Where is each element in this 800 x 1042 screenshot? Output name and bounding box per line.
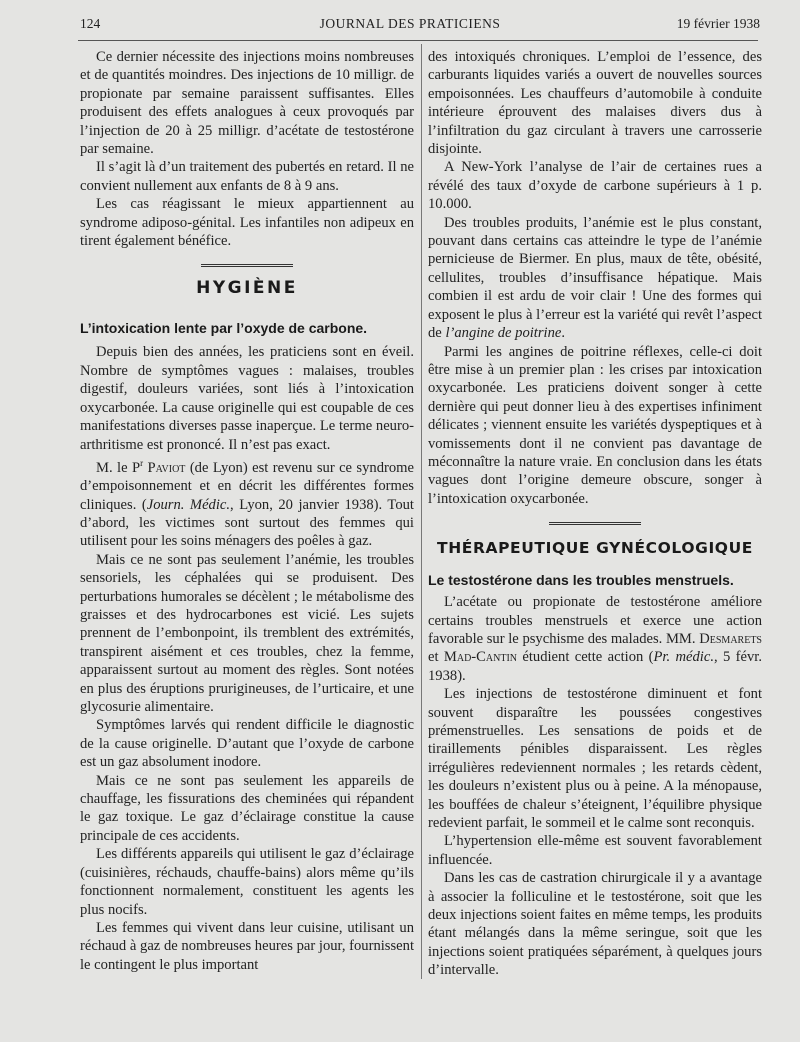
page-number: 124 xyxy=(80,16,101,31)
author-name: Paviot xyxy=(147,459,186,476)
paragraph: M. le $P^r$ Paviot (de Lyon) est revenu sur ce syndrome d’empoisonnement et en décrit les différentes formes cliniques. (Journ. Médic., Lyon, 20 janvier 1938). Tout d’abord, les victimes sont surtout des femmes qui utilisent pour les soins ménagers des poêles à gaz. xyxy=(80,457,414,550)
paragraph: Ce dernier nécessite des injections moins nombreuses et de quantités moindres. Des injections de 10 milligr. de propionate par semaine paraissent suffisantes. Elles produisent des effets analogues à ceux provoqués par l’injection de 20 à 25 milligr. d’acétate de testostérone par semaine. xyxy=(80,49,414,158)
paragraph: Mais ce ne sont pas seulement les appareils de chauffage, les fissurations des cheminées qui répandent le gaz toxique. Le gaz d’éclairage constitue la cause principale de ces accidents. xyxy=(80,772,414,844)
paragraph: Il s’agit là d’un traitement des pubertés en retard. Il ne convient nullement aux enfants de 8 à 9 ans. xyxy=(80,159,414,194)
author-name: Mad-Cantin xyxy=(443,649,518,666)
header-rule xyxy=(78,40,758,41)
left-column xyxy=(80,48,414,974)
source-citation: Journ. Médic. xyxy=(146,496,231,513)
section-separator xyxy=(201,264,293,267)
paragraph: Des troubles produits, l’anémie est le plus constant, pouvant dans certains cas atteindre le type de l’anémie pernicieuse de Biermer. En plus, maux de tête, obésité, cellulites, troubles d’insuffisance hépatique. Mais combien il est ardu de voir clair ! Une des formes qui exposent le plus à l’erreur est la variété qui revêt l’aspect de l’angine de poitrine. xyxy=(428,214,762,342)
page-header xyxy=(60,16,760,38)
author-name: Desmarets xyxy=(699,630,762,647)
paragraph: Symptômes larvés qui rendent difficile le diagnostic de la cause originelle. D’autant que l’oxyde de carbone est un gaz absolument inodore. xyxy=(80,717,414,771)
section-separator xyxy=(549,522,641,525)
paragraph: L’acétate ou propionate de testostérone améliore certains troubles menstruels et exerce une action favorable sur le psychisme des malades. MM. Desmarets et Mad-Cantin étudient cette action (Pr. médic., 5 févr. 1938). xyxy=(428,594,762,684)
paragraph: Dans les cas de castration chirurgicale il y a avantage à associer la folliculine et le testostérone, soit que les deux injections soient faites en même temps, les produits étant mélangés dans la même seringue, soit que les injections soient pratiquées séparément, à quelques jours d’intervalle. xyxy=(428,870,762,979)
paragraph: des intoxiqués chroniques. L’emploi de l’essence, des carburants liquides variés a ouvert de nouvelles sources empoisonnées. Les chauffeurs d’automobile à conduite intérieure éprouvent des malaises divers dus à l’infiltration du gaz circulant à travers une carrosserie disjointe. xyxy=(428,49,762,158)
paragraph: Parmi les angines de poitrine réflexes, celle-ci doit être mise à un premier plan : les crises par intoxication oxycarbonée. Les praticiens doivent songer à cette dernière qui peut donner lieu à des expertises infiniment délicates ; viennent ensuite les variétés dyspeptiques et à vomissements dont il ne convient pas davantage de méconnaître la nature vraie. En conclusion dans les états vagues dont l’origine demeure obscure, songer à l’intoxication oxycarbonée. xyxy=(428,343,762,507)
paragraph: Les différents appareils qui utilisent le gaz d’éclairage (cuisinières, réchauds, chauffe-bains) alors même qu’ils fonctionnent normalement, constituent les agents les plus nocifs. xyxy=(80,846,414,918)
paragraph: L’hypertension elle-même est souvent favorablement influencée. xyxy=(428,833,762,868)
section-title-therapeutique: THÉRAPEUTIQUE GYNÉCOLOGIQUE xyxy=(437,539,753,558)
paragraph: Mais ce ne sont pas seulement l’anémie, les troubles sensoriels, les céphalées qui se produisent. Des perturbations humorales se décèlent ; le métabolisme des graisses et des hydrocarbones est vicié. Les sujets prennent de l’embonpoint, ils tremblent des extrémités, transpirent aisément et ces troubles, chez la femme, apparaissent surtout au moment des règles. Sont notées en plus des éruptions prurigineuses, de l’urticaire, et une glycosurie alimentaire. xyxy=(80,551,414,716)
paragraph: A New-York l’analyse de l’air de certaines rues a révélé des taux d’oxyde de carbone supérieurs à 1 p. 10.000. xyxy=(428,159,762,213)
section-title-hygiene: HYGIÈNE xyxy=(196,278,298,299)
journal-title: JOURNAL DES PRATICIENS xyxy=(319,16,501,31)
issue-date: 19 février 1938 xyxy=(676,16,760,31)
paragraph: Les injections de testostérone diminuent et font souvent disparaître les poussées congestives prémenstruelles. Les sensations de poids et de tiraillements pénibles disparaissent. Les règles irrégulières redeviennent normales ; les retards cèdent, les douleurs n’existent plus ou à peine. A la ménopause, les bouffées de chaleur s’éteignent, l’équilibre physique redevient parfait, le sommeil et le calme sont reconquis. xyxy=(428,686,762,832)
article-title: Le testostérone dans les troubles menstruels. xyxy=(428,572,734,589)
source-citation: Pr. médic. xyxy=(653,649,714,666)
column-divider xyxy=(421,44,422,979)
article-title: L’intoxication lente par l’oxyde de carbone. xyxy=(80,320,368,337)
paragraph: Les femmes qui vivent dans leur cuisine, utilisant un réchaud à gaz de nombreuses heures par jour, fournissent le contingent le plus important xyxy=(80,919,414,973)
paragraph: Depuis bien des années, les praticiens sont en éveil. Nombre de symptômes vagues : malaises, troubles digestif, douleurs variées, sont liés à l’intoxication oxycarbonée. La cause originelle qui est coupable de ces manifestations diverses passe inaperçue. Le terme neuro-arthritisme est prononcé. Il n’est pas exact. xyxy=(80,344,414,453)
paragraph: Les cas réagissant le mieux appartiennent au syndrome adiposo-génital. Les infantiles non adipeux en tirent également bénéfice. xyxy=(80,196,414,250)
right-column xyxy=(428,48,762,980)
